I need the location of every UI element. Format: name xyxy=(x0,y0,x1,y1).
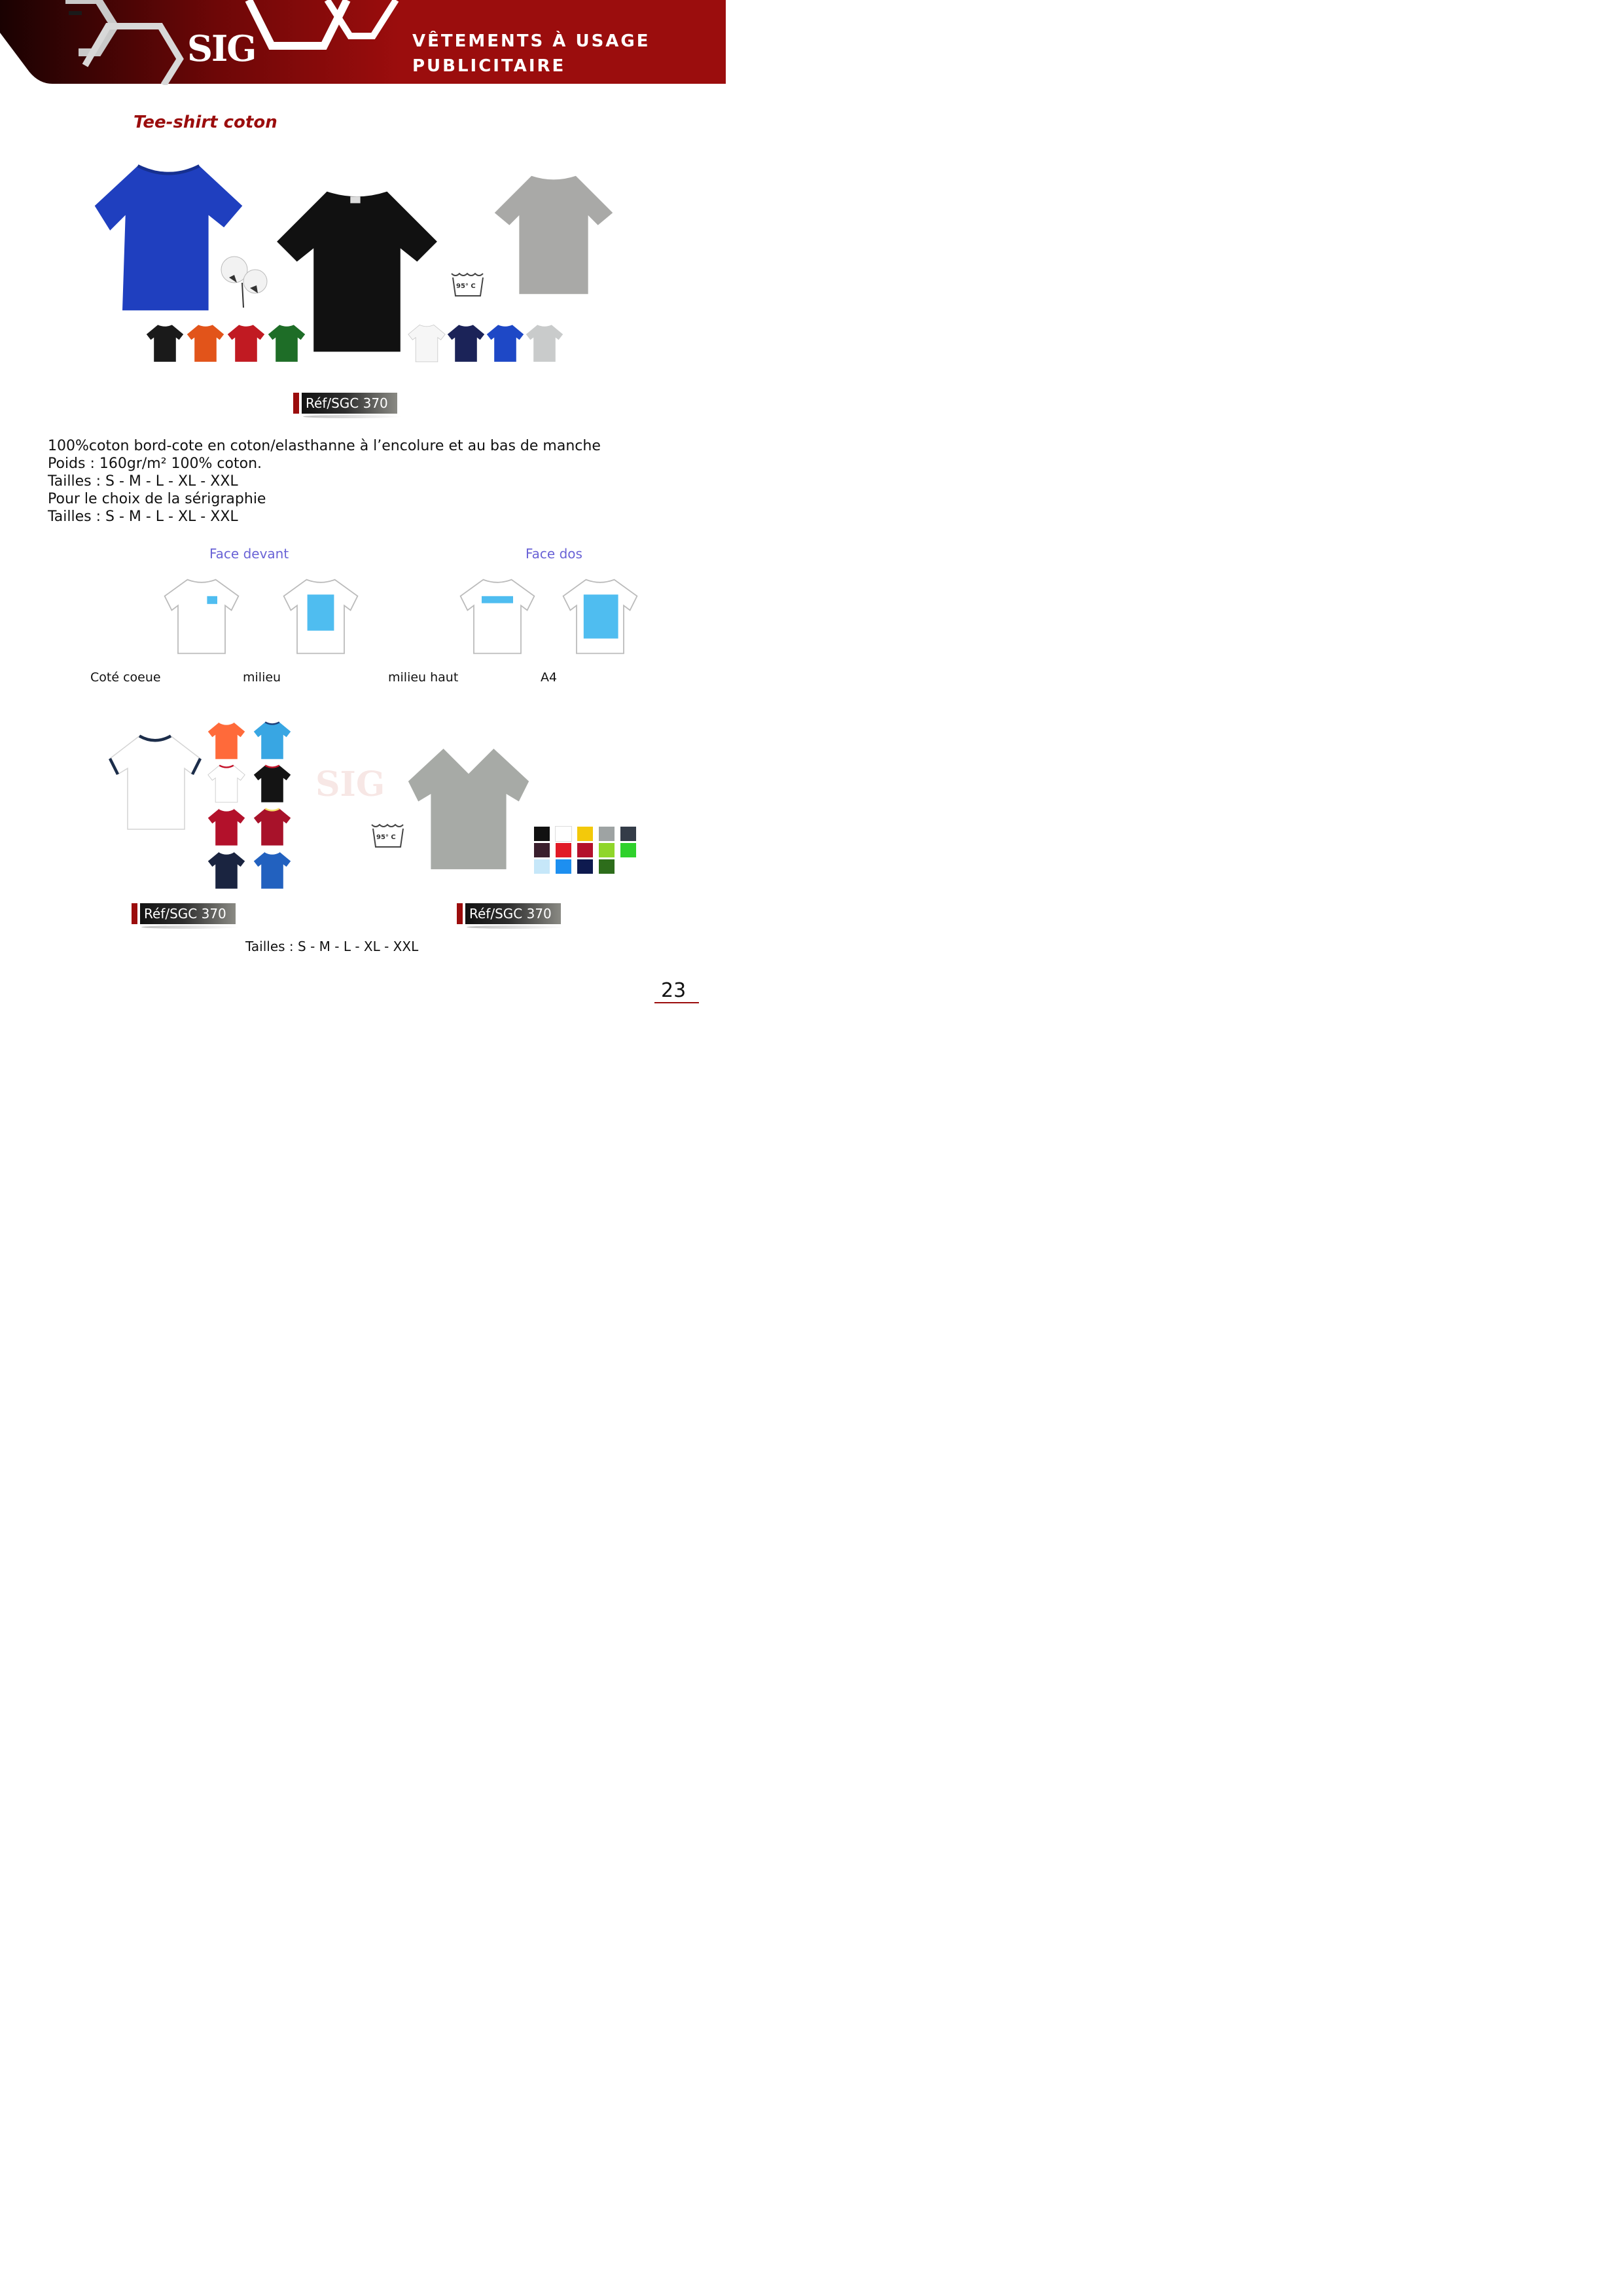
color-variant-shirt xyxy=(145,321,185,368)
wash-temperature-label-2: 95° C xyxy=(376,834,396,841)
ringer-variant-shirt xyxy=(253,806,292,850)
ringer-variant-shirt xyxy=(207,806,246,850)
color-swatch xyxy=(620,842,637,858)
ringer-color-variants xyxy=(207,720,298,891)
color-swatch xyxy=(577,826,594,842)
product-image-white-ringer-tshirt xyxy=(106,726,204,838)
print-position-a4 xyxy=(561,577,639,656)
color-variant-shirt xyxy=(226,321,266,368)
color-variant-shirt xyxy=(446,321,486,368)
color-swatch xyxy=(598,859,615,874)
ref-badge-bottom-left xyxy=(132,903,236,924)
ref-badge-label: Réf/SGC 370 xyxy=(465,903,561,924)
description-line: Tailles : S - M - L - XL - XXL xyxy=(48,473,238,490)
description-line: Tailles : S - M - L - XL - XXL xyxy=(48,509,238,525)
caption-chest: Coté coeue xyxy=(90,670,161,685)
page-number: 23 xyxy=(661,979,687,1002)
color-variant-shirt xyxy=(267,321,306,368)
color-swatch xyxy=(555,859,572,874)
face-front-label: Face devant xyxy=(209,546,289,562)
ref-badge-bottom-right xyxy=(457,903,561,924)
color-swatch xyxy=(598,842,615,858)
ringer-variant-shirt xyxy=(207,720,246,763)
wash-temperature-label: 95° C xyxy=(456,283,476,290)
color-swatch xyxy=(598,826,615,842)
color-variants-row xyxy=(145,321,564,367)
color-swatch xyxy=(555,842,572,858)
print-position-chest xyxy=(162,577,241,656)
ref-badge-marker xyxy=(457,903,463,924)
watermark-logo: SIG xyxy=(315,764,385,804)
ringer-variant-shirt xyxy=(253,850,292,893)
product-image-grey-tshirt xyxy=(492,162,615,308)
cotton-plant-image xyxy=(216,250,275,309)
color-variant-shirt xyxy=(186,321,225,368)
ref-badge-marker xyxy=(132,903,137,924)
caption-a4: A4 xyxy=(541,670,558,685)
color-swatch xyxy=(577,842,594,858)
color-swatch-grid xyxy=(533,826,645,878)
ringer-variant-shirt xyxy=(253,763,292,806)
color-swatch xyxy=(555,826,572,842)
section-title: Tee-shirt coton xyxy=(134,113,277,132)
product-description xyxy=(48,437,601,526)
ref-badge-label: Réf/SGC 370 xyxy=(302,393,397,414)
color-swatch xyxy=(577,859,594,874)
sizes-footer: Tailles : S - M - L - XL - XXL xyxy=(245,939,419,954)
caption-center: milieu xyxy=(243,670,281,685)
color-variant-shirt xyxy=(525,321,564,368)
color-variant-shirt xyxy=(407,321,446,368)
description-line: 100%coton bord-cote en coton/elasthanne à l’encolure et au bas de manche xyxy=(48,438,601,454)
color-variant-shirt xyxy=(486,321,525,368)
ref-badge-top xyxy=(293,393,397,414)
color-swatch xyxy=(620,826,637,842)
print-position-upper-back xyxy=(458,577,537,656)
ringer-variant-shirt xyxy=(253,720,292,763)
ref-badge-label: Réf/SGC 370 xyxy=(140,903,236,924)
page-number-underline xyxy=(654,1002,699,1003)
header-title: VÊTEMENTS À USAGE PUBLICITAIRE xyxy=(412,31,651,76)
color-swatch xyxy=(533,859,550,874)
print-position-center xyxy=(281,577,360,656)
color-swatch xyxy=(533,842,550,858)
caption-upper-back: milieu haut xyxy=(388,670,459,685)
ringer-variant-shirt xyxy=(207,763,246,806)
description-line: Poids : 160gr/m² 100% coton. xyxy=(48,456,262,472)
face-back-label: Face dos xyxy=(526,546,582,562)
color-swatch xyxy=(533,826,550,842)
company-logo: SIG xyxy=(187,27,256,69)
ringer-variant-shirt xyxy=(207,850,246,893)
ref-badge-marker xyxy=(293,393,299,414)
description-line: Pour le choix de la sérigraphie xyxy=(48,491,266,507)
product-image-grey-vneck-tshirt xyxy=(406,736,531,882)
